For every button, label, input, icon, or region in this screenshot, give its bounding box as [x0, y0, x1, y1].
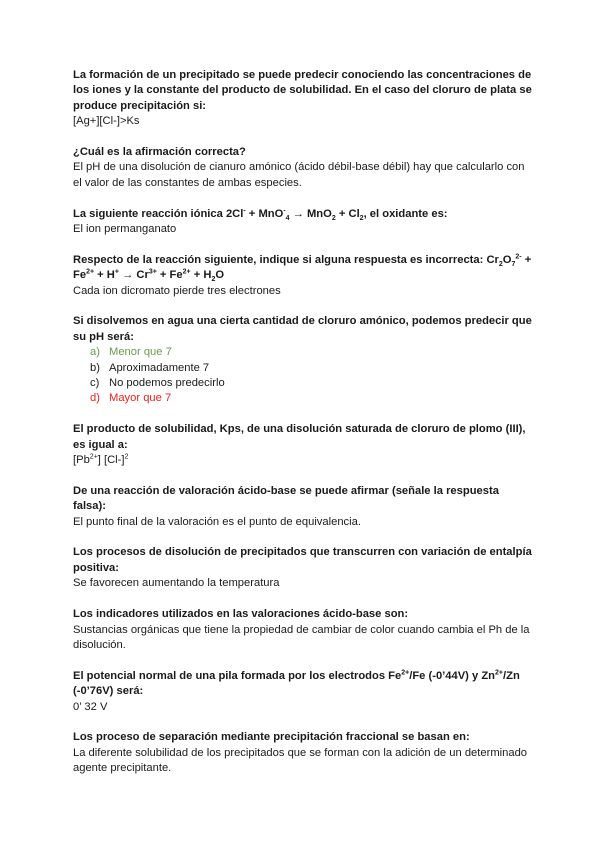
option-item: a) Menor que 7: [90, 346, 172, 359]
question-block: [73, 207, 533, 238]
answer-text: [Ag+][Cl-]>Ks: [73, 115, 140, 128]
answer-text: El ion permanganato: [73, 223, 177, 236]
question-text: De una reacción de valoración ácido-base se puede afirmar (señale la respuesta falsa):: [73, 484, 499, 513]
question-text: Los proceso de separación mediante precipitación fraccional se basan en:: [73, 731, 470, 744]
document-page: [73, 68, 533, 777]
question-text: El producto de solubilidad, Kps, de una disolución saturada de cloruro de plomo (III), es igual a:: [73, 423, 526, 451]
question-block: [73, 545, 533, 591]
question-block: [73, 253, 533, 299]
answer-text: El punto final de la valoración es el punto de equivalencia.: [73, 515, 361, 528]
answer-text: Cada ion dicromato pierde tres electrones: [73, 284, 281, 297]
question-text: El potencial normal de una pila formada por los electrodos $Fe^{2+}/Fe$ (-0’44V) y $Zn^{2+}/Zn$ (-0’76V) será:: [73, 668, 520, 698]
question-text: Los procesos de disolución de precipitados que transcurren con variación de entalpía positiva:: [73, 546, 532, 574]
question-block: [73, 145, 533, 191]
answer-text: 0’ 32 V: [73, 700, 108, 713]
option-item: d) Mayor que 7: [90, 392, 172, 405]
question-text: Los indicadores utilizados en las valoraciones ácido-base son:: [73, 608, 409, 621]
question-block: [73, 68, 533, 130]
question-block: [73, 314, 533, 406]
option-item: b) Aproximadamente 7: [90, 361, 210, 374]
option-item: c) No podemos predecirlo: [90, 377, 225, 390]
answer-text: Se favorecen aumentando la temperatura: [73, 577, 280, 590]
answer-text: $[Pb^{2+}]$ $[Cl-]^2$: [73, 453, 129, 467]
question-text: Si disolvemos en agua una cierta cantidad de cloruro amónico, podemos predecir que su pH será:: [73, 315, 532, 343]
question-block: [73, 422, 533, 468]
question-block: [73, 730, 533, 776]
question-text: La formación de un precipitado se puede predecir conociendo las concentraciones de los iones y la constante del producto de solubilidad. En el caso del cloruro de plata se produce precipitación si:: [73, 69, 532, 112]
answer-text: La diferente solubilidad de los precipitados que se forman con la adición de un determinado agente precipitante.: [73, 746, 528, 775]
question-text: Respecto de la reacción siguiente, indique si alguna respuesta es incorrecta: $Cr_2O_7^{2-} + Fe^{2+} + H^+ \to Cr^{3+} + Fe^{2+} + H_2O$: [73, 253, 532, 284]
answer-text: Sustancias orgánicas que tiene la propiedad de cambiar de color cuando cambia el Ph de la disolución.: [73, 623, 530, 651]
options-list: [73, 345, 533, 407]
question-block: [73, 607, 533, 653]
question-text: ¿Cuál es la afirmación correcta?: [73, 146, 246, 159]
question-block: [73, 669, 533, 715]
answer-text: El pH de una disolución de cianuro amónico (ácido débil-base débil) hay que calcularlo con el valor de las constantes de ambas especies.: [73, 161, 525, 189]
question-block: [73, 484, 533, 530]
question-text: La siguiente reacción iónica $2Cl^- + MnO^-_4 \to MnO_2 + Cl_2$, el oxidante es:: [73, 206, 448, 222]
